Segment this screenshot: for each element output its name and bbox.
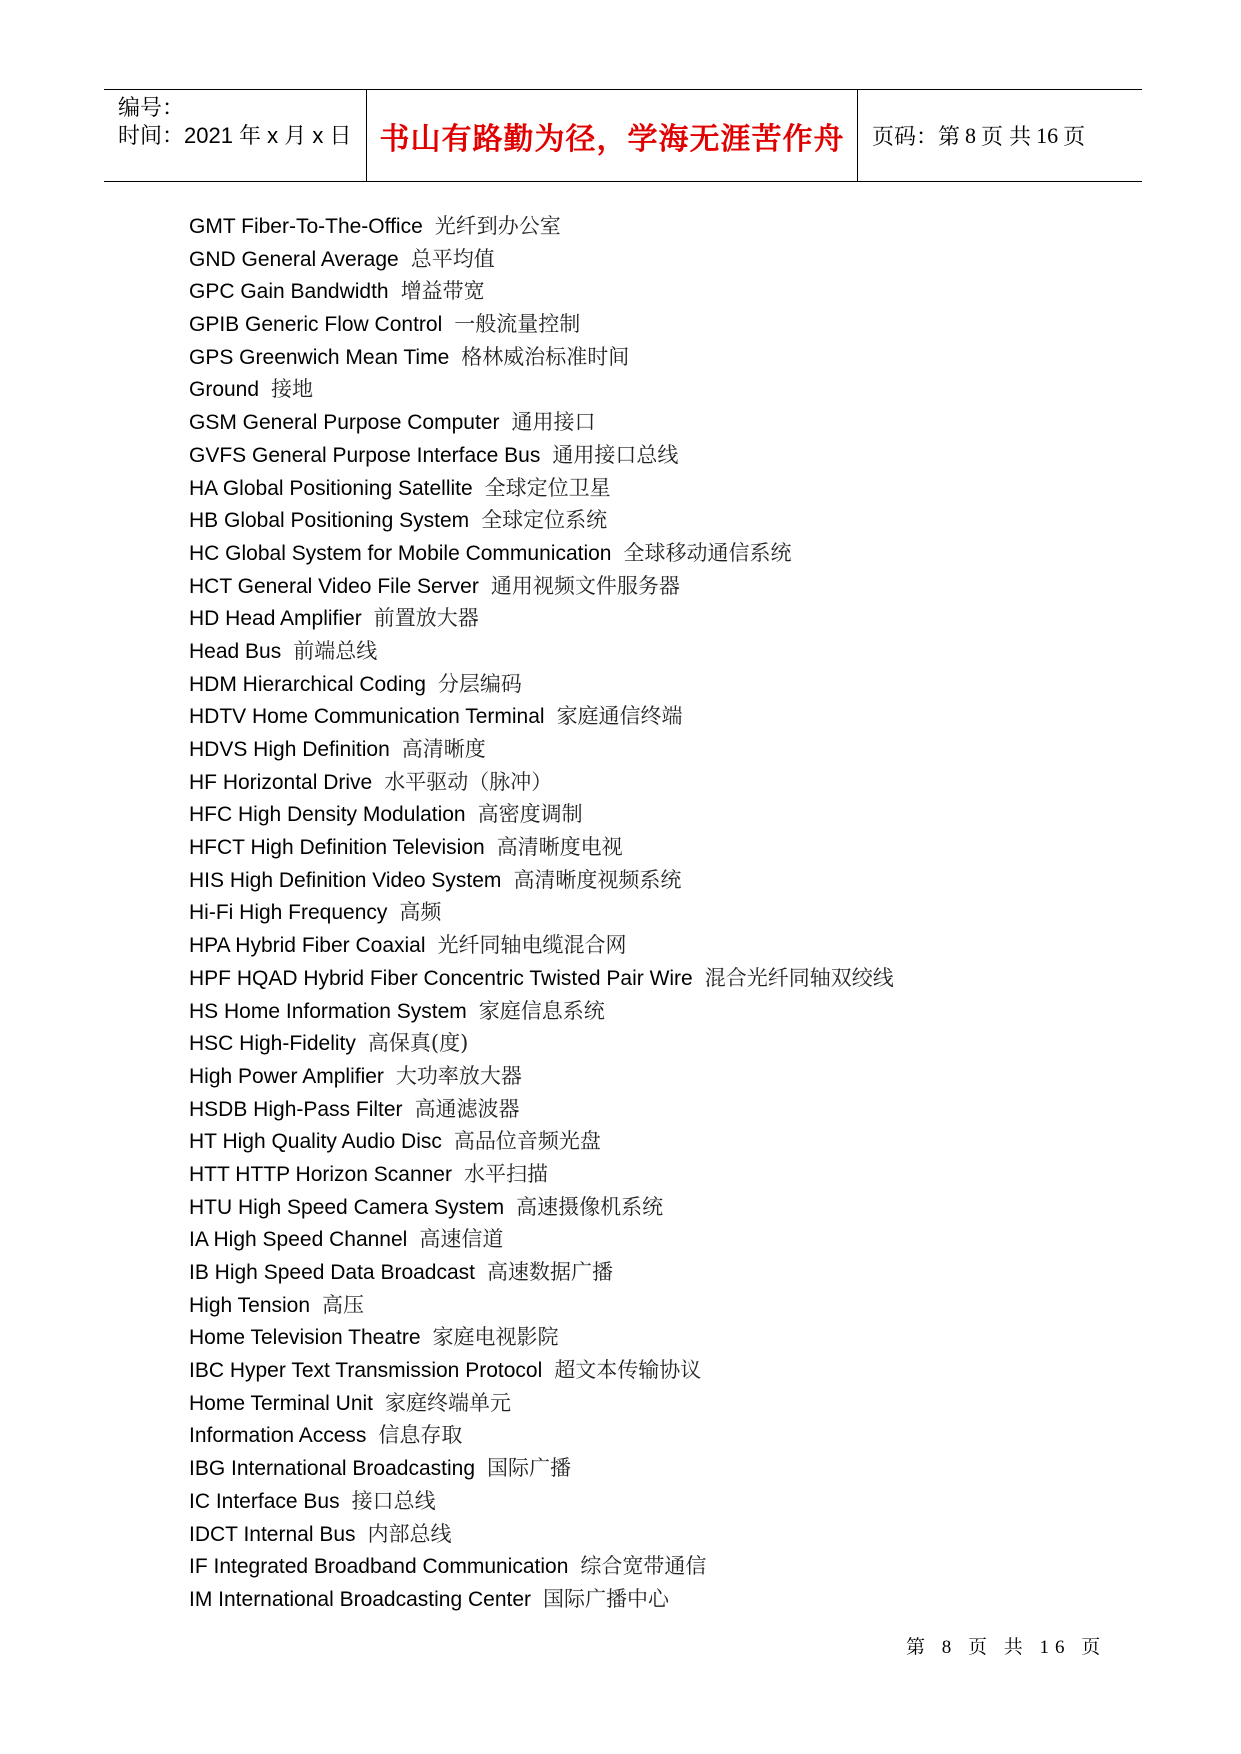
entry-chinese-term: 全球定位卫星: [484, 475, 611, 500]
page-mid: 页 共: [981, 124, 1032, 149]
glossary-entry: [189, 766, 894, 799]
entry-english-term: IB High Speed Data Broadcast: [189, 1261, 476, 1284]
entry-english-term: HPF HQAD Hybrid Fiber Concentric Twisted Pair Wire: [189, 966, 693, 990]
entry-chinese-term: 接地: [271, 377, 314, 402]
document-number-label: 编号：: [118, 95, 185, 120]
glossary-entry: [189, 864, 894, 897]
entry-english-term: GND General Average: [189, 247, 399, 271]
entry-chinese-term: 水平驱动（脉冲）: [384, 769, 553, 794]
glossary-entry: [189, 929, 894, 962]
header-motto: 书山有路勤为径，学海无涯苦作舟: [367, 90, 858, 181]
entry-english-term: High Power Amplifier: [189, 1064, 384, 1088]
entry-english-term: IF Integrated Broadband Communication: [189, 1555, 569, 1579]
page-prefix: 页码：第: [872, 124, 961, 149]
glossary-entry: [189, 1125, 894, 1158]
glossary-entry: [189, 831, 894, 864]
glossary-entry: [189, 243, 894, 276]
entry-english-term: HA Global Positioning Satellite: [189, 476, 473, 500]
entry-english-term: High Tension: [189, 1293, 311, 1317]
page-total: 16: [1036, 122, 1059, 148]
glossary-entry: [189, 1256, 894, 1289]
entry-chinese-term: 大功率放大器: [395, 1063, 522, 1088]
page-header: [104, 89, 1142, 182]
entry-english-term: Ground: [189, 378, 260, 402]
entry-english-term: HCT General Video File Server: [189, 574, 479, 598]
glossary-entry: [189, 668, 894, 701]
entry-chinese-term: 高清晰度视频系统: [513, 867, 682, 892]
entry-chinese-term: 高速信道: [419, 1227, 504, 1252]
glossary-entry: [189, 1158, 894, 1191]
header-page-indicator: [858, 90, 1142, 181]
entry-chinese-term: 增益带宽: [400, 279, 485, 304]
glossary-entry: [189, 1419, 894, 1452]
entry-chinese-term: 高通滤波器: [414, 1096, 520, 1121]
entry-chinese-term: 全球定位系统: [481, 508, 608, 533]
glossary-entry: [189, 962, 894, 995]
entry-chinese-term: 光纤到办公室: [434, 214, 561, 238]
page-number: 8: [965, 122, 977, 148]
entry-chinese-term: 国际广播: [487, 1456, 572, 1481]
entry-english-term: IBC Hyper Text Transmission Protocol: [189, 1359, 543, 1383]
glossary-entry: [189, 1093, 894, 1126]
entry-english-term: IBG International Broadcasting: [189, 1457, 476, 1481]
glossary-entry: [189, 472, 894, 505]
document-time-label: 时间：2021 年 x 月 x 日: [118, 123, 352, 148]
entry-english-term: Hi-Fi High Frequency: [189, 901, 388, 925]
glossary-entry: [189, 210, 894, 243]
entry-chinese-term: 格林威治标准时间: [461, 344, 630, 369]
entry-english-term: Home Terminal Unit: [189, 1391, 374, 1415]
entry-english-term: HPA Hybrid Fiber Coaxial: [189, 934, 426, 958]
entry-english-term: HDM Hierarchical Coding: [189, 672, 426, 696]
entry-chinese-term: 一般流量控制: [454, 312, 581, 337]
glossary-list: [189, 210, 894, 1616]
entry-chinese-term: 高密度调制: [477, 802, 583, 827]
glossary-entry: [189, 1387, 894, 1420]
entry-chinese-term: 高清晰度电视: [496, 835, 623, 860]
glossary-entry: [189, 275, 894, 308]
entry-chinese-term: 超文本传输协议: [554, 1358, 702, 1383]
entry-chinese-term: 全球移动通信系统: [623, 540, 792, 565]
entry-english-term: HIS High Definition Video System: [189, 868, 502, 892]
entry-english-term: HC Global System for Mobile Communication: [189, 541, 612, 565]
entry-chinese-term: 高清晰度: [401, 737, 486, 761]
glossary-entry: [189, 1518, 894, 1551]
entry-english-term: HD Head Amplifier: [189, 607, 362, 631]
entry-english-term: Information Access: [189, 1424, 367, 1448]
entry-english-term: GPIB Generic Flow Control: [189, 313, 443, 337]
entry-english-term: HDTV Home Communication Terminal: [189, 705, 545, 729]
entry-english-term: Home Television Theatre: [189, 1326, 421, 1350]
glossary-entry: [189, 537, 894, 570]
entry-chinese-term: 水平扫描: [463, 1161, 548, 1186]
glossary-entry: [189, 1452, 894, 1485]
entry-chinese-term: 高保真(度): [367, 1031, 469, 1056]
entry-chinese-term: 信息存取: [378, 1423, 463, 1448]
glossary-entry: [189, 896, 894, 929]
entry-chinese-term: 内部总线: [367, 1521, 452, 1546]
entry-english-term: HTU High Speed Camera System: [189, 1195, 505, 1219]
entry-english-term: Head Bus: [189, 639, 282, 663]
glossary-entry: [189, 373, 894, 406]
entry-english-term: IA High Speed Channel: [189, 1228, 408, 1252]
glossary-entry: [189, 1321, 894, 1354]
glossary-entry: [189, 1485, 894, 1518]
glossary-entry: [189, 995, 894, 1028]
entry-chinese-term: 高速数据广播: [487, 1260, 614, 1284]
glossary-entry: [189, 798, 894, 831]
entry-chinese-term: 国际广播中心: [543, 1586, 670, 1611]
entry-english-term: GPS Greenwich Mean Time: [189, 345, 450, 369]
entry-english-term: HFC High Density Modulation: [189, 803, 466, 827]
glossary-entry: [189, 1027, 894, 1060]
entry-english-term: HTT HTTP Horizon Scanner: [189, 1162, 452, 1186]
entry-chinese-term: 高速摄像机系统: [516, 1194, 664, 1219]
entry-english-term: GMT Fiber-To-The-Office: [189, 215, 423, 238]
glossary-entry: [189, 1583, 894, 1616]
header-info-cell: [104, 90, 367, 181]
entry-chinese-term: 混合光纤同轴双绞线: [704, 965, 894, 990]
entry-english-term: HF Horizontal Drive: [189, 770, 373, 794]
entry-chinese-term: 通用视频文件服务器: [490, 573, 680, 598]
entry-chinese-term: 综合宽带通信: [580, 1554, 707, 1579]
page-footer: 第 8 页 共 16 页: [906, 1637, 1107, 1658]
entry-chinese-term: 总平均值: [410, 246, 495, 271]
entry-chinese-term: 接口总线: [351, 1488, 436, 1513]
glossary-entry: [189, 602, 894, 635]
entry-chinese-term: 通用接口总线: [552, 442, 679, 467]
glossary-entry: [189, 635, 894, 668]
glossary-entry: [189, 1289, 894, 1322]
glossary-entry: [189, 406, 894, 439]
glossary-entry: [189, 570, 894, 603]
entry-chinese-term: 家庭终端单元: [385, 1390, 512, 1415]
entry-english-term: HSC High-Fidelity: [189, 1032, 356, 1056]
entry-chinese-term: 高频: [399, 900, 442, 925]
entry-english-term: IDCT Internal Bus: [189, 1522, 356, 1546]
entry-chinese-term: 高品位音频光盘: [453, 1129, 601, 1154]
entry-english-term: HFCT High Definition Television: [189, 836, 485, 860]
entry-english-term: GSM General Purpose Computer: [189, 411, 500, 435]
glossary-entry: [189, 439, 894, 472]
entry-chinese-term: 高压: [322, 1292, 365, 1317]
entry-chinese-term: 家庭通信终端: [556, 704, 683, 729]
glossary-entry: [189, 1550, 894, 1583]
entry-english-term: HB Global Positioning System: [189, 509, 470, 533]
entry-english-term: HSDB High-Pass Filter: [189, 1097, 403, 1121]
glossary-entry: [189, 733, 894, 766]
glossary-entry: [189, 308, 894, 341]
glossary-entry: [189, 341, 894, 374]
entry-chinese-term: 前端总线: [293, 638, 378, 663]
page-suffix: 页: [1063, 124, 1086, 149]
glossary-entry: [189, 1191, 894, 1224]
entry-english-term: HDVS High Definition: [189, 738, 390, 761]
glossary-entry: [189, 1223, 894, 1256]
glossary-entry: [189, 504, 894, 537]
entry-english-term: IM International Broadcasting Center: [189, 1587, 532, 1611]
entry-english-term: IC Interface Bus: [189, 1489, 340, 1513]
entry-chinese-term: 通用接口: [511, 410, 596, 435]
entry-english-term: GVFS General Purpose Interface Bus: [189, 443, 541, 467]
entry-english-term: HS Home Information System: [189, 999, 467, 1023]
entry-chinese-term: 分层编码: [437, 671, 522, 696]
glossary-entry: [189, 700, 894, 733]
entry-chinese-term: 光纤同轴电缆混合网: [437, 933, 627, 958]
glossary-entry: [189, 1354, 894, 1387]
entry-english-term: GPC Gain Bandwidth: [189, 280, 389, 304]
entry-chinese-term: 前置放大器: [373, 606, 479, 631]
entry-chinese-term: 家庭电视影院: [432, 1325, 559, 1350]
glossary-entry: [189, 1060, 894, 1093]
entry-english-term: HT High Quality Audio Disc: [189, 1130, 442, 1154]
entry-chinese-term: 家庭信息系统: [478, 998, 605, 1023]
